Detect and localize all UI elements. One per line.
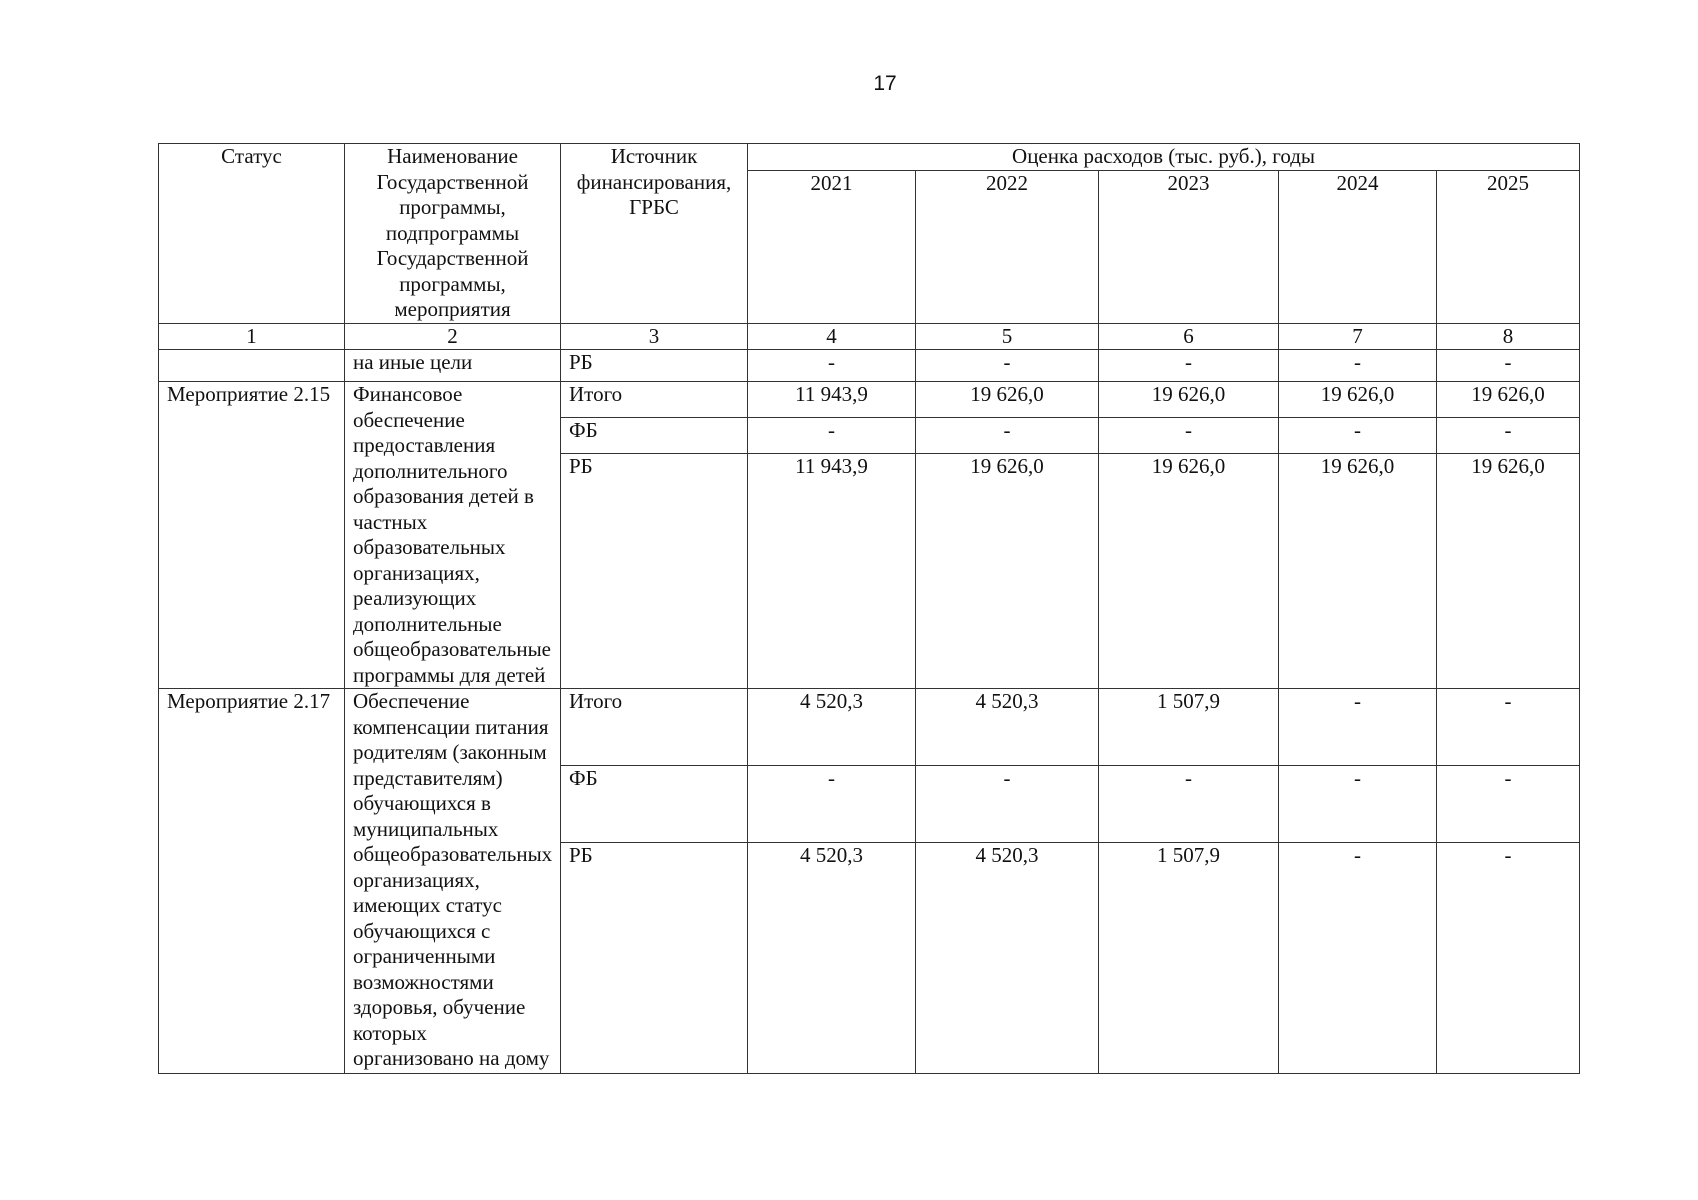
header-name: Наименование Государственной программы, подпрограммы Государственной программы, мероприятия xyxy=(345,144,561,324)
value-cell: - xyxy=(1279,766,1437,843)
value-cell: 4 520,3 xyxy=(748,843,916,1074)
value-cell: 19 626,0 xyxy=(1437,453,1580,688)
value-cell: - xyxy=(1279,350,1437,382)
value-cell: - xyxy=(1437,350,1580,382)
column-number: 7 xyxy=(1279,323,1437,350)
column-numbers-row xyxy=(159,323,1580,350)
column-number: 2 xyxy=(345,323,561,350)
value-cell: - xyxy=(1437,417,1580,453)
value-cell: 19 626,0 xyxy=(1099,453,1279,688)
header-year: 2022 xyxy=(916,170,1099,323)
source-cell: ФБ xyxy=(561,766,748,843)
status-cell: Мероприятие 2.17 xyxy=(159,689,345,1074)
value-cell: 19 626,0 xyxy=(1099,382,1279,418)
value-cell: 19 626,0 xyxy=(1279,453,1437,688)
column-number: 6 xyxy=(1099,323,1279,350)
value-cell: 4 520,3 xyxy=(748,689,916,766)
value-cell: 11 943,9 xyxy=(748,453,916,688)
value-cell: - xyxy=(1279,689,1437,766)
value-cell: - xyxy=(1099,350,1279,382)
value-cell: 4 520,3 xyxy=(916,843,1099,1074)
header-year: 2024 xyxy=(1279,170,1437,323)
value-cell: 19 626,0 xyxy=(916,453,1099,688)
value-cell: 1 507,9 xyxy=(1099,689,1279,766)
source-cell: Итого xyxy=(561,382,748,418)
source-cell: Итого xyxy=(561,689,748,766)
column-number: 8 xyxy=(1437,323,1580,350)
column-number: 3 xyxy=(561,323,748,350)
value-cell: 11 943,9 xyxy=(748,382,916,418)
value-cell: - xyxy=(916,766,1099,843)
source-cell: РБ xyxy=(561,350,748,382)
header-year: 2023 xyxy=(1099,170,1279,323)
value-cell: - xyxy=(916,350,1099,382)
source-cell: РБ xyxy=(561,453,748,688)
name-cell: Обеспечение компенсации питания родителям (законным представителям) обучающихся в муниципальных общеобразовательных организациях, имеющих статус обучающихся с ограниченными возможностями здоровья, обучение которых организовано на дому xyxy=(345,689,561,1074)
value-cell: - xyxy=(1437,689,1580,766)
value-cell: 19 626,0 xyxy=(1437,382,1580,418)
table-row-m217-total xyxy=(159,689,1580,766)
status-cell: Мероприятие 2.15 xyxy=(159,382,345,689)
value-cell: - xyxy=(1279,417,1437,453)
value-cell: - xyxy=(1437,843,1580,1074)
value-cell: - xyxy=(1099,766,1279,843)
header-year: 2025 xyxy=(1437,170,1580,323)
value-cell: 1 507,9 xyxy=(1099,843,1279,1074)
value-cell: - xyxy=(748,350,916,382)
column-number: 5 xyxy=(916,323,1099,350)
page-number: 17 xyxy=(873,72,897,95)
value-cell: 4 520,3 xyxy=(916,689,1099,766)
value-cell: - xyxy=(748,417,916,453)
header-estimate: Оценка расходов (тыс. руб.), годы xyxy=(748,144,1580,171)
source-cell: ФБ xyxy=(561,417,748,453)
header-source: Источник финансирования, ГРБС xyxy=(561,144,748,324)
value-cell: - xyxy=(1099,417,1279,453)
name-cell: на иные цели xyxy=(345,350,561,382)
budget-table xyxy=(158,143,1580,1074)
table-row-m215-total xyxy=(159,382,1580,418)
column-number: 1 xyxy=(159,323,345,350)
header-year: 2021 xyxy=(748,170,916,323)
header-row xyxy=(159,144,1580,171)
name-cell: Финансовое обеспечение предоставления дополнительного образования детей в частных образовательных организациях, реализующих дополнительные общеобразовательные программы для детей xyxy=(345,382,561,689)
table-row-other xyxy=(159,350,1580,382)
value-cell: - xyxy=(748,766,916,843)
header-status: Статус xyxy=(159,144,345,324)
column-number: 4 xyxy=(748,323,916,350)
source-cell: РБ xyxy=(561,843,748,1074)
value-cell: 19 626,0 xyxy=(916,382,1099,418)
value-cell: - xyxy=(1279,843,1437,1074)
value-cell: - xyxy=(1437,766,1580,843)
value-cell: - xyxy=(916,417,1099,453)
value-cell: 19 626,0 xyxy=(1279,382,1437,418)
status-cell xyxy=(159,350,345,382)
